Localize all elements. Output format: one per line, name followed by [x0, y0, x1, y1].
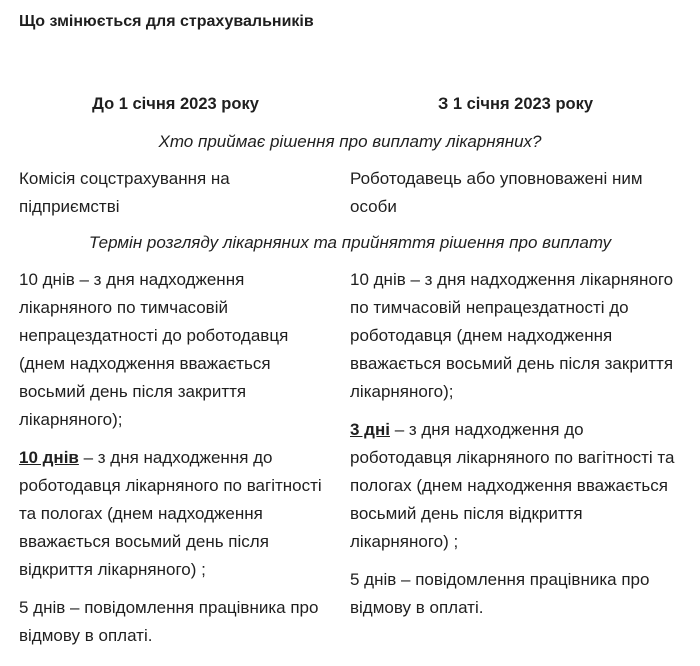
cell-before-decision: Комісія соцстрахування на підприємстві	[19, 169, 230, 216]
section-title-row	[10, 229, 690, 266]
cell-after-decision: Роботодавець або уповноважені ним особи	[350, 169, 643, 216]
term-emphasis: 3 дні	[350, 420, 390, 439]
term-text: – з дня надходження до роботодавця лікарняного по вагітності та пологах (днем надходження вважається восьмий день після відкриття лікарняного) ;	[350, 420, 675, 551]
table-row	[10, 165, 690, 229]
cell-after-terms	[341, 266, 690, 658]
column-header-before: До 1 січня 2023 року	[92, 95, 259, 113]
table-header-row	[10, 84, 690, 128]
term-paragraph: 5 днів – повідомлення працівника про відмову в оплаті.	[350, 570, 650, 617]
term-paragraph: 5 днів – повідомлення працівника про відмову в оплаті.	[19, 598, 319, 645]
term-paragraph: 10 днів – з дня надходження лікарняного по тимчасовій непрацездатності до роботодавця (днем надходження вважається восьмий день після закриття лікарняного);	[350, 270, 674, 401]
term-text: – з дня надходження до роботодавця лікарняного по вагітності та пологах (днем надходження вважається восьмий день після відкриття лікарняного) ;	[19, 448, 322, 579]
cell-before-terms	[10, 266, 341, 658]
term-paragraph	[350, 416, 681, 556]
page-title: Що змінюється для страхувальників	[19, 13, 314, 30]
section-title-row	[10, 128, 690, 165]
comparison-table	[10, 84, 690, 658]
section-title-decision: Хто приймає рішення про виплату лікарняних?	[158, 132, 542, 151]
term-paragraph: 10 днів – з дня надходження лікарняного по тимчасовій непрацездатності до роботодавця (днем надходження вважається восьмий день після закриття лікарняного);	[19, 270, 289, 429]
term-emphasis: 10 днів	[19, 448, 79, 467]
term-paragraph	[19, 444, 332, 584]
table-row	[10, 266, 690, 658]
section-title-terms: Термін розгляду лікарняних та прийняття рішення про виплату	[88, 233, 612, 252]
column-header-after: З 1 січня 2023 року	[437, 95, 594, 113]
